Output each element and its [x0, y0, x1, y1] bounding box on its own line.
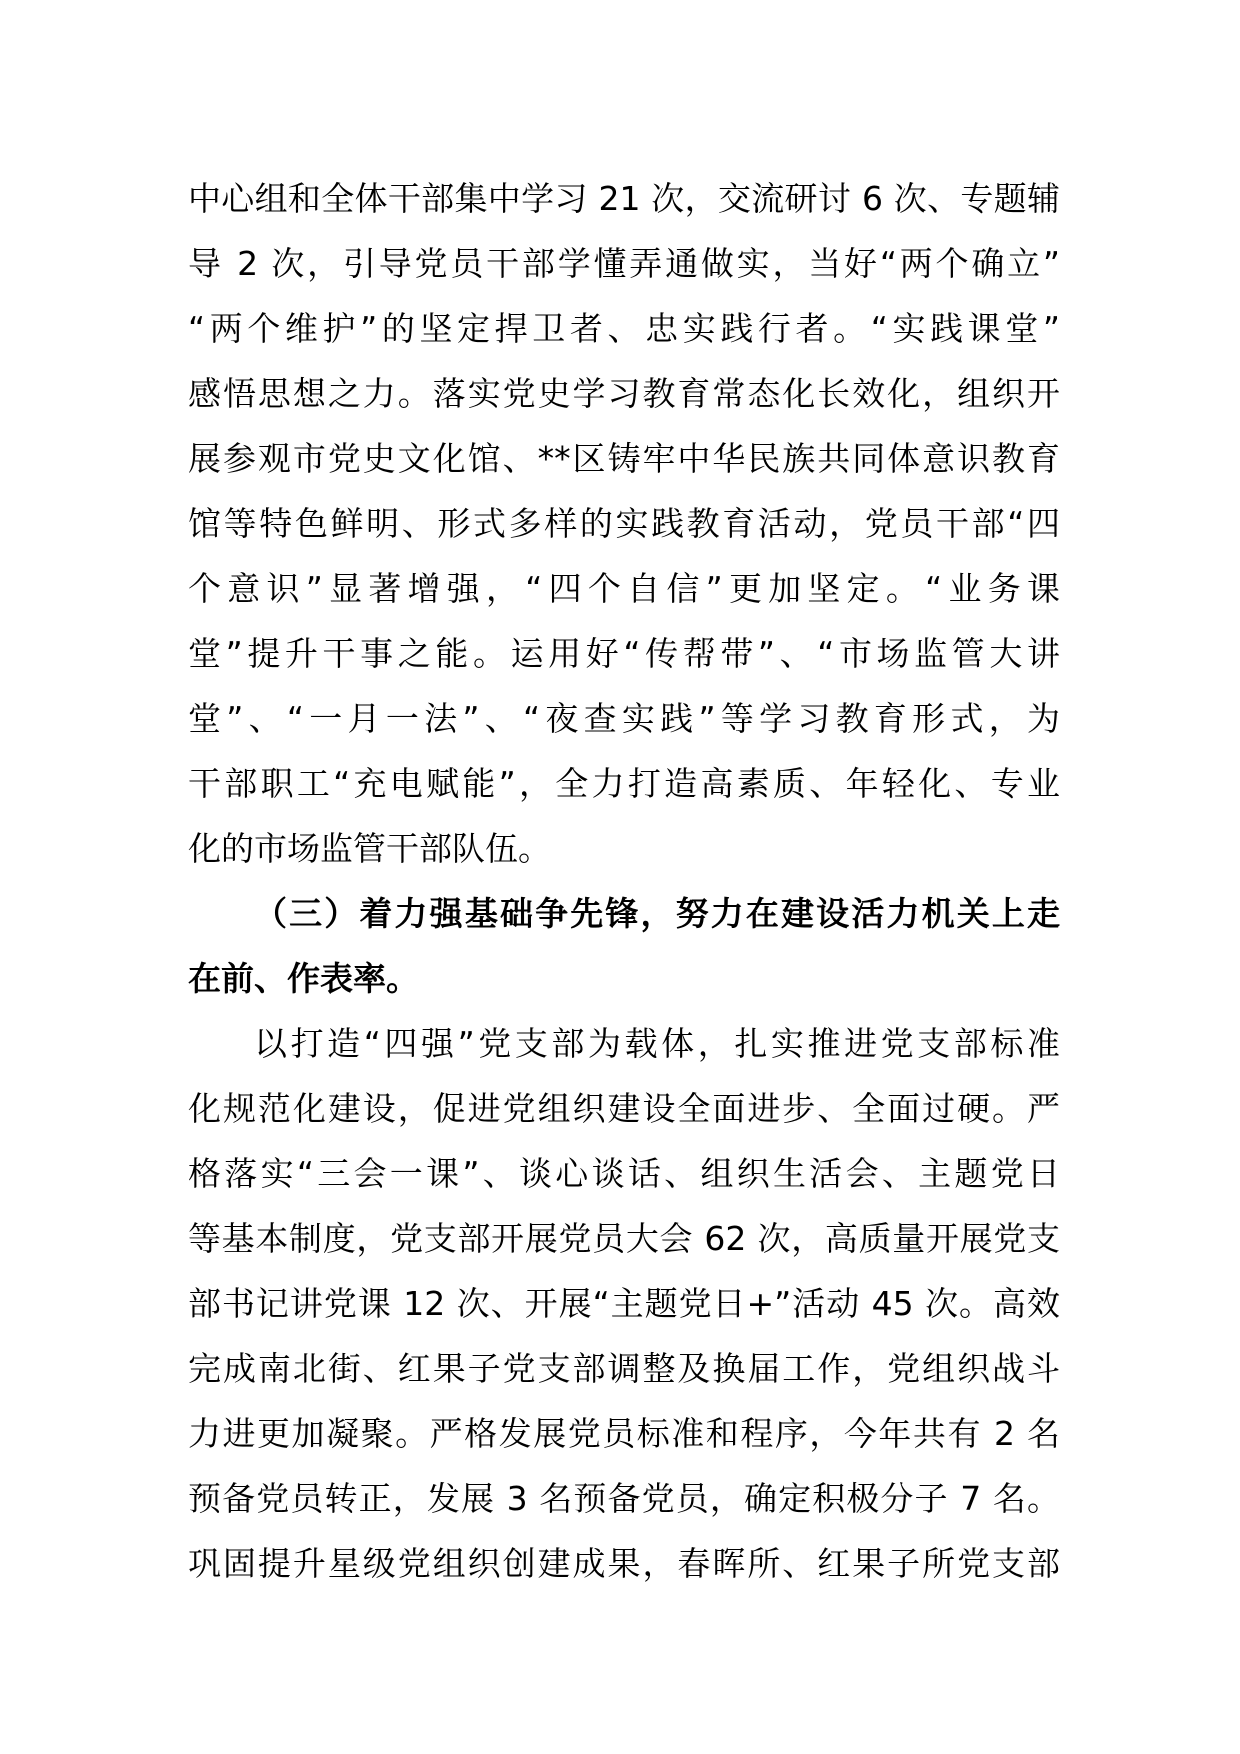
text-line: 感悟思想之力。落实党史学习教育常态化长效化，组织开: [188, 374, 1060, 413]
text-line: 力进更加凝聚。严格发展党员标准和程序，今年共有 2 名: [188, 1414, 1060, 1453]
text-line: 化规范化建设，促进党组织建设全面进步、全面过硬。严: [188, 1089, 1060, 1128]
section-heading: [188, 881, 1060, 1011]
text-line: 化的市场监管干部队伍。: [188, 829, 551, 868]
text-line: 个意识”显著增强，“四个自信”更加坚定。“业务课: [188, 569, 1060, 608]
text-line: 等基本制度，党支部开展党员大会 62 次，高质量开展党支: [188, 1219, 1060, 1258]
text-line: 巩固提升星级党组织创建成果，春晖所、红果子所党支部: [188, 1544, 1060, 1583]
text-line: 干部职工“充电赋能”，全力打造高素质、年轻化、专业: [188, 764, 1060, 803]
text-line: 中心组和全体干部集中学习 21 次，交流研讨 6 次、专题辅: [188, 179, 1060, 218]
text-line: 格落实“三会一课”、谈心谈话、组织生活会、主题党日: [188, 1154, 1060, 1193]
text-line: 预备党员转正，发展 3 名预备党员，确定积极分子 7 名。: [188, 1479, 1060, 1518]
paragraph-1: [188, 166, 1060, 881]
text-line: 导 2 次，引导党员干部学懂弄通做实，当好“两个确立”: [188, 244, 1060, 283]
text-line: 堂”、“一月一法”、“夜查实践”等学习教育形式，为: [188, 699, 1060, 738]
text-line: 堂”提升干事之能。运用好“传帮带”、“市场监管大讲: [188, 634, 1060, 673]
text-line: 完成南北街、红果子党支部调整及换届工作，党组织战斗: [188, 1349, 1060, 1388]
text-line: 馆等特色鲜明、形式多样的实践教育活动，党员干部“四: [188, 504, 1060, 543]
heading-line: （三）着力强基础争先锋，努力在建设活力机关上走: [254, 894, 1060, 933]
document-body: [188, 166, 1060, 1596]
paragraph-2: [188, 1011, 1060, 1596]
text-line: 以打造“四强”党支部为载体，扎实推进党支部标准: [254, 1024, 1060, 1063]
text-line: 部书记讲党课 12 次、开展“主题党日+”活动 45 次。高效: [188, 1284, 1060, 1323]
text-line: “两个维护”的坚定捍卫者、忠实践行者。“实践课堂”: [188, 309, 1060, 348]
heading-line: 在前、作表率。: [188, 959, 419, 998]
text-line: 展参观市党史文化馆、**区铸牢中华民族共同体意识教育: [188, 439, 1060, 478]
